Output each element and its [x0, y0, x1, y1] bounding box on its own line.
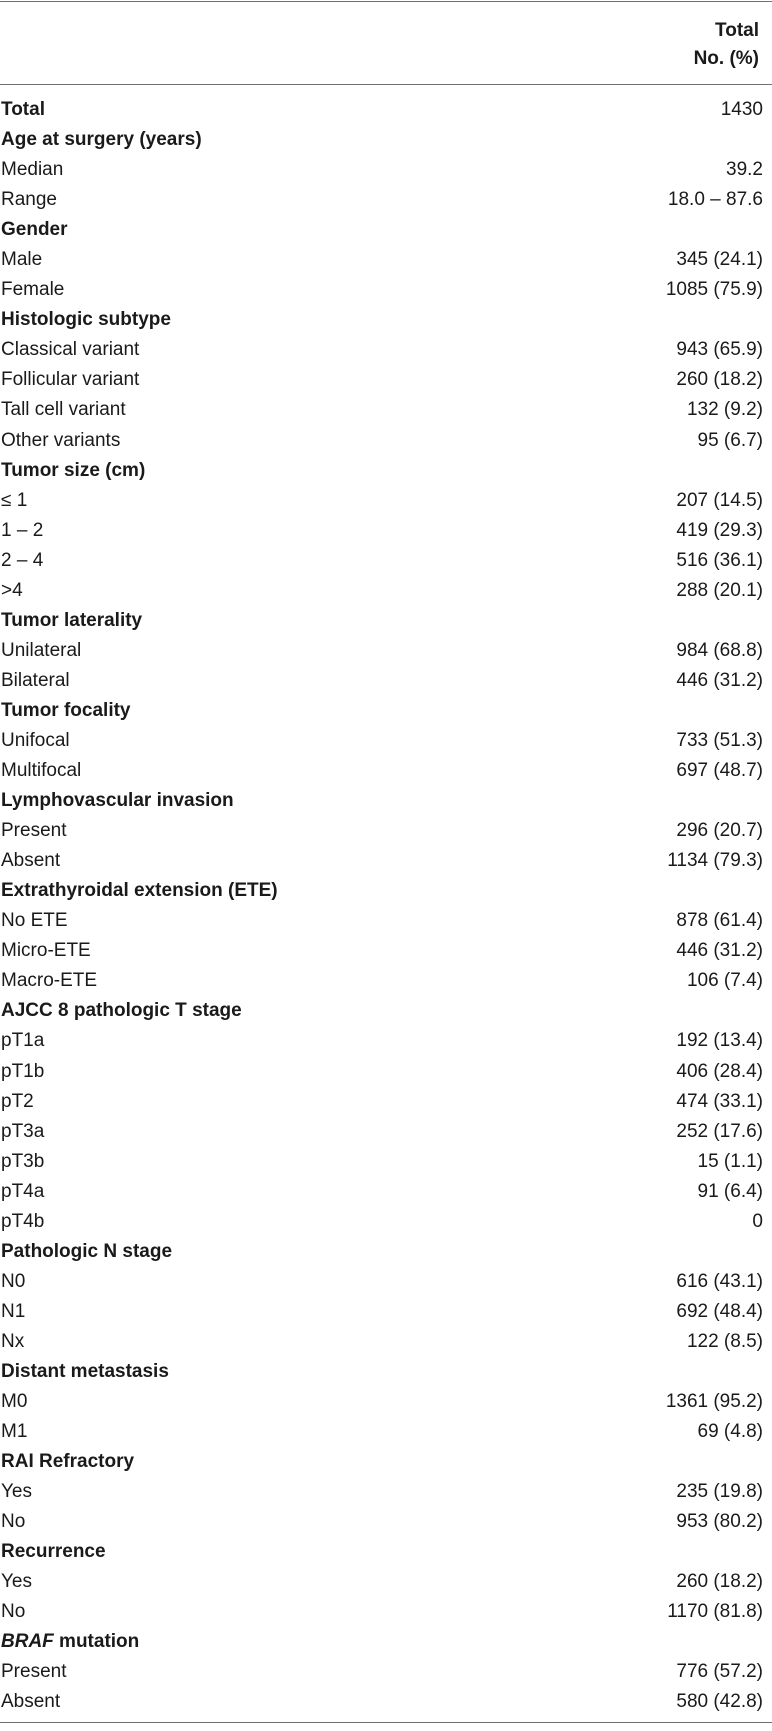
row-label [1, 1477, 32, 1507]
row-value: 616 (43.1) [676, 1270, 763, 1292]
row-label [1, 1207, 44, 1237]
table-row [0, 365, 772, 395]
section-heading-row [0, 1447, 772, 1477]
table-row [0, 1327, 772, 1357]
row-value: 132 (9.2) [686, 399, 763, 421]
row-label-text: Tumor size (cm) [1, 459, 146, 481]
row-value: 18.0 – 87.6 [667, 189, 763, 211]
table-row [0, 1177, 772, 1207]
row-label-text: Gender [1, 219, 68, 241]
row-value: 733 (51.3) [676, 729, 763, 751]
row-value: 260 (18.2) [676, 1571, 763, 1593]
row-label [1, 1387, 27, 1417]
row-label [1, 1147, 44, 1177]
table-row [0, 1507, 772, 1537]
row-label-text: Other variants [1, 429, 121, 451]
section-heading [1, 606, 142, 636]
row-label [1, 1417, 27, 1447]
row-value: 207 (14.5) [676, 489, 763, 511]
row-value: 95 (6.7) [697, 429, 763, 451]
table-row [0, 1597, 772, 1627]
table-row [0, 546, 772, 576]
row-label-text: Distant metastasis [1, 1360, 169, 1382]
table-row [0, 846, 772, 876]
section-heading-row [0, 1537, 772, 1567]
section-heading [1, 125, 202, 155]
section-heading-row [0, 996, 772, 1026]
row-label-text: pT2 [1, 1090, 34, 1112]
table-row [0, 1687, 772, 1717]
row-label-text: Recurrence [1, 1541, 106, 1563]
row-label-text: Macro-ETE [1, 970, 98, 992]
row-label-text: No [1, 1601, 26, 1623]
table-bottom-rule [0, 1722, 772, 1723]
row-label-text: mutation [53, 1631, 140, 1653]
row-label [1, 816, 66, 846]
section-heading [1, 1237, 172, 1267]
row-label-text: >4 [1, 579, 23, 601]
row-label [1, 365, 139, 395]
row-label-text: N0 [1, 1270, 26, 1292]
row-label-text: pT4b [1, 1210, 45, 1232]
row-label [1, 756, 81, 786]
row-label [1, 846, 60, 876]
table-body [0, 85, 772, 1718]
row-value: 474 (33.1) [676, 1090, 763, 1112]
row-label [1, 966, 97, 996]
row-value: 984 (68.8) [676, 639, 763, 661]
row-label-text: M0 [1, 1391, 28, 1413]
section-heading-row [0, 1357, 772, 1387]
row-value: 878 (61.4) [676, 910, 763, 932]
row-label [1, 185, 57, 215]
table-row [0, 1057, 772, 1087]
section-heading [1, 1537, 106, 1567]
row-label-text: No [1, 1511, 26, 1533]
table-row [0, 395, 772, 425]
gene-name: BRAF [1, 1631, 54, 1653]
row-label [1, 486, 27, 516]
row-value: 446 (31.2) [676, 940, 763, 962]
table-row [0, 1207, 772, 1237]
row-value: 1085 (75.9) [665, 279, 763, 301]
row-value: 953 (80.2) [676, 1511, 763, 1533]
table-row [0, 486, 772, 516]
row-label-text: pT3b [1, 1150, 45, 1172]
column-header-line1: Total [715, 20, 759, 41]
section-heading-row [0, 1627, 772, 1657]
row-label-text: Absent [1, 850, 61, 872]
row-value: 580 (42.8) [676, 1691, 763, 1713]
row-label [1, 1687, 60, 1717]
row-label-text: Tall cell variant [1, 399, 126, 421]
row-label [1, 726, 70, 756]
row-label-text: Unifocal [1, 729, 70, 751]
row-label-text: Median [1, 159, 64, 181]
total-row [0, 95, 772, 125]
table-row [0, 245, 772, 275]
row-label [1, 1267, 25, 1297]
row-label [1, 906, 68, 936]
section-heading-row [0, 786, 772, 816]
row-label [1, 1117, 44, 1147]
row-label-text: Total [1, 99, 45, 120]
table-row [0, 1147, 772, 1177]
row-label [1, 1177, 44, 1207]
table-row [0, 426, 772, 456]
row-label-text: Histologic subtype [1, 309, 171, 331]
section-heading-row [0, 696, 772, 726]
row-label [1, 155, 63, 185]
section-heading [1, 1447, 134, 1477]
section-heading [1, 876, 278, 906]
table-row [0, 275, 772, 305]
row-label [1, 335, 139, 365]
section-heading [1, 456, 145, 486]
row-value: 516 (36.1) [676, 549, 763, 571]
row-value: 776 (57.2) [676, 1661, 763, 1683]
row-value: 406 (28.4) [676, 1060, 763, 1082]
row-label [1, 395, 126, 425]
column-header-total [694, 17, 759, 73]
row-label-text: Present [1, 1661, 67, 1683]
table-row [0, 1387, 772, 1417]
row-label [1, 1057, 44, 1087]
row-value: 345 (24.1) [676, 249, 763, 271]
row-label [1, 1327, 24, 1357]
row-value: 0 [752, 1210, 763, 1232]
row-label [1, 275, 64, 305]
table-row [0, 1297, 772, 1327]
row-label-text: 2 – 4 [1, 549, 44, 571]
row-label-text: Age at surgery (years) [1, 129, 202, 151]
table-row [0, 1477, 772, 1507]
section-heading [1, 1627, 139, 1657]
table-row [0, 335, 772, 365]
row-value: 1134 (79.3) [667, 850, 763, 872]
row-value: 235 (19.8) [676, 1481, 763, 1503]
row-label-text: ≤ 1 [1, 489, 28, 511]
section-heading-row [0, 125, 772, 155]
row-label-text: No ETE [1, 910, 68, 932]
row-value: 697 (48.7) [676, 760, 763, 782]
column-header-line2: No. (%) [693, 48, 759, 69]
row-label-text: 1 – 2 [1, 519, 44, 541]
row-label-text: Classical variant [1, 339, 140, 361]
section-heading-row [0, 305, 772, 335]
row-label-text: Range [1, 189, 57, 211]
row-value: 296 (20.7) [676, 820, 763, 842]
row-label-text: M1 [1, 1421, 28, 1443]
row-label-text: RAI Refractory [1, 1451, 135, 1473]
row-value: 1361 (95.2) [665, 1391, 763, 1413]
row-value: 252 (17.6) [676, 1120, 763, 1142]
table-row [0, 1267, 772, 1297]
row-value: 122 (8.5) [686, 1330, 763, 1352]
row-label-text: Tumor focality [1, 699, 131, 721]
table-row [0, 1026, 772, 1056]
row-label-text: Bilateral [1, 669, 70, 691]
row-value: 15 (1.1) [697, 1150, 763, 1172]
row-label [1, 1597, 25, 1627]
table-row [0, 1567, 772, 1597]
row-label-text: N1 [1, 1300, 26, 1322]
table-row [0, 1117, 772, 1147]
section-heading [1, 305, 171, 335]
row-label [1, 666, 70, 696]
table-row [0, 906, 772, 936]
table-row [0, 576, 772, 606]
section-heading-row [0, 1237, 772, 1267]
row-label-text: pT3a [1, 1120, 45, 1142]
section-heading-row [0, 456, 772, 486]
section-heading-row [0, 215, 772, 245]
row-value: 106 (7.4) [686, 970, 763, 992]
section-heading [1, 1357, 169, 1387]
row-label [1, 1657, 66, 1687]
table-row [0, 1657, 772, 1687]
row-label [1, 636, 81, 666]
table-row [0, 936, 772, 966]
row-label-text: Male [1, 249, 43, 271]
table-row [0, 636, 772, 666]
table-header [0, 2, 772, 84]
row-value: 69 (4.8) [697, 1421, 763, 1443]
row-label [1, 936, 91, 966]
row-value: 692 (48.4) [676, 1300, 763, 1322]
row-label [1, 426, 120, 456]
row-label-text: Present [1, 820, 67, 842]
row-value: 260 (18.2) [676, 369, 763, 391]
row-label-text: pT1b [1, 1060, 45, 1082]
row-label-text: AJCC 8 pathologic T stage [1, 1000, 242, 1022]
row-value: 943 (65.9) [676, 339, 763, 361]
table-row [0, 1417, 772, 1447]
row-label-text: Yes [1, 1571, 32, 1593]
row-label-text: pT1a [1, 1030, 45, 1052]
row-label-text: Tumor laterality [1, 609, 143, 631]
table-row [0, 816, 772, 846]
table-row [0, 155, 772, 185]
table-row [0, 666, 772, 696]
row-value: 446 (31.2) [676, 669, 763, 691]
section-heading-row [0, 876, 772, 906]
row-label [1, 516, 43, 546]
section-heading [1, 215, 68, 245]
row-label [1, 576, 23, 606]
row-label [1, 546, 43, 576]
row-label-text: Unilateral [1, 639, 82, 661]
section-heading [1, 786, 234, 816]
table-row [0, 966, 772, 996]
row-label [1, 1026, 44, 1056]
row-label [1, 95, 45, 125]
row-value: 1430 [720, 99, 763, 120]
row-label-text: Multifocal [1, 760, 82, 782]
section-heading-row [0, 606, 772, 636]
row-value: 1170 (81.8) [667, 1601, 763, 1623]
row-label [1, 1567, 32, 1597]
row-label [1, 1507, 25, 1537]
section-heading [1, 696, 131, 726]
section-heading [1, 996, 242, 1026]
row-label [1, 1087, 34, 1117]
row-label [1, 245, 42, 275]
row-label-text: Extrathyroidal extension (ETE) [1, 880, 278, 902]
table-row [0, 726, 772, 756]
row-label-text: Absent [1, 1691, 61, 1713]
row-label-text: Micro-ETE [1, 940, 91, 962]
row-label-text: Yes [1, 1481, 32, 1503]
row-label [1, 1297, 25, 1327]
row-label-text: Pathologic N stage [1, 1240, 173, 1262]
row-label-text: Lymphovascular invasion [1, 790, 234, 812]
table-row [0, 756, 772, 786]
row-label-text: Female [1, 279, 65, 301]
row-label-text: Nx [1, 1330, 25, 1352]
row-value: 288 (20.1) [676, 579, 763, 601]
table-row [0, 1087, 772, 1117]
row-value: 192 (13.4) [676, 1030, 763, 1052]
row-value: 419 (29.3) [676, 519, 763, 541]
table-row [0, 185, 772, 215]
row-label-text: Follicular variant [1, 369, 140, 391]
row-value: 39.2 [726, 159, 763, 181]
table-row [0, 516, 772, 546]
row-value: 91 (6.4) [697, 1180, 763, 1202]
row-label-text: pT4a [1, 1180, 45, 1202]
